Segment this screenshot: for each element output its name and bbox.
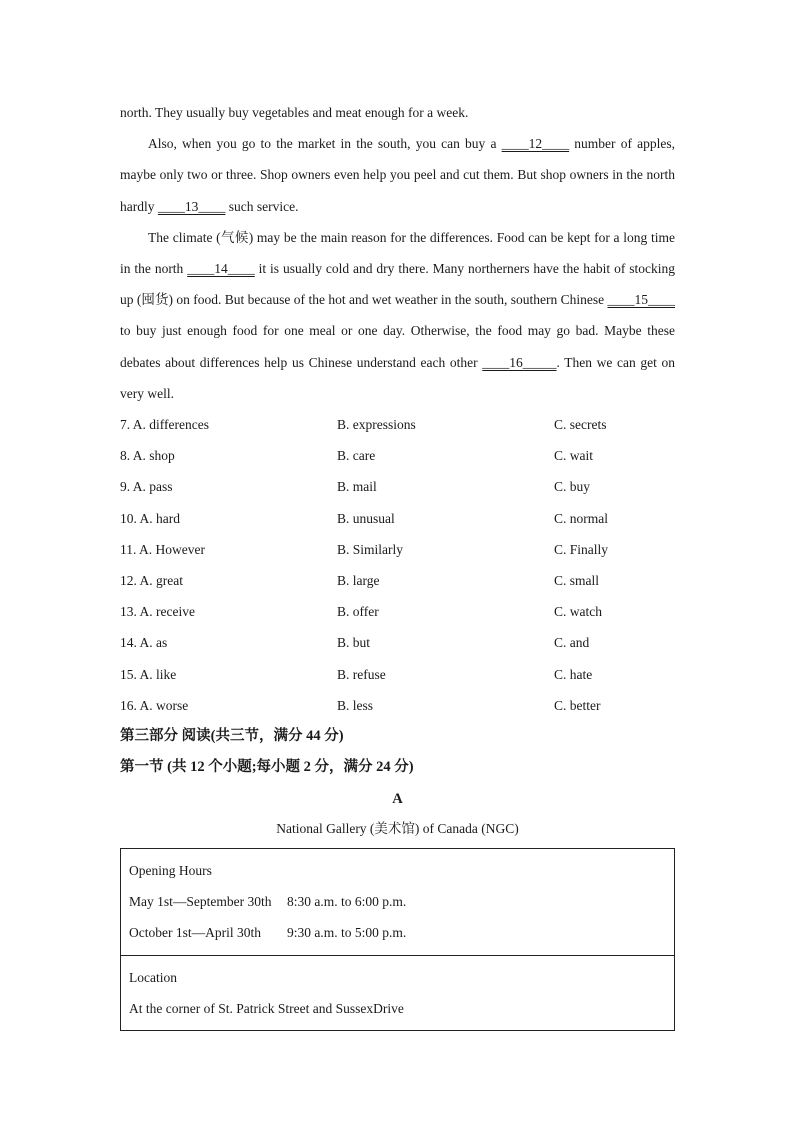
option-a: 8. A. shop: [120, 448, 175, 464]
option-a: 12. A. great: [120, 572, 183, 588]
passage-line-continued: north. They usually buy vegetables and meat enough for a week.: [120, 105, 469, 120]
option-row: [120, 596, 675, 627]
option-a: 10. A. hard: [120, 510, 180, 526]
hours-row: [129, 917, 666, 948]
option-row: [120, 440, 675, 471]
location-label: Location: [129, 969, 177, 985]
option-row: [120, 627, 675, 658]
option-a: 11. A. However: [120, 541, 205, 557]
option-b: B. Similarly: [337, 541, 404, 557]
opening-hours-label: Opening Hours: [129, 862, 212, 878]
location-cell: [121, 955, 674, 1030]
option-row: [120, 534, 675, 565]
option-b: B. care: [337, 448, 376, 464]
option-a: 9. A. pass: [120, 479, 173, 495]
gallery-title: National Gallery (美术馆) of Canada (NGC): [276, 820, 519, 836]
location-text: At the corner of St. Patrick Street and SussexDrive: [129, 1000, 404, 1016]
option-b: B. expressions: [337, 417, 416, 433]
option-a: 13. A. receive: [120, 604, 195, 620]
answer-options: [120, 409, 675, 721]
option-c: C. watch: [554, 604, 602, 620]
option-b: B. less: [337, 697, 374, 713]
option-c: C. wait: [554, 448, 593, 464]
hours-period: October 1st—April 30th: [129, 925, 261, 941]
option-a: 16. A. worse: [120, 697, 189, 713]
para3-text-c: to buy just enough food for one meal or one day. Otherwise, the food may go bad. Maybe these debates about differences help us Chinese understand each other: [120, 323, 675, 370]
option-a: 7. A. differences: [120, 417, 209, 433]
gallery-info-table: [120, 848, 675, 1031]
para2-text-c: such service.: [225, 198, 299, 214]
hours-row: [129, 886, 666, 917]
option-c: C. small: [554, 572, 600, 588]
blank-15: ____15____: [607, 292, 675, 308]
option-b: B. unusual: [337, 510, 395, 526]
option-c: C. better: [554, 697, 601, 713]
passage-paragraph-3: [120, 222, 675, 409]
option-c: C. Finally: [554, 541, 609, 557]
section1-heading: 第一节 (共 12 个小题;每小题 2 分，满分 24 分): [120, 759, 414, 776]
para3-text-d: . Then we can get on very well.: [120, 354, 676, 401]
option-row: [120, 503, 675, 534]
option-row: [120, 690, 675, 721]
option-row: [120, 409, 675, 440]
hours-period: May 1st—September 30th: [129, 894, 272, 910]
para3-text-a: The climate (气候) may be the main reason for the differences. Food can be kept for a long time in the north: [120, 229, 675, 277]
para2-text-b: number of apples, maybe only two or three. Shop owners even help you peel and cut them. But shop owners in the north hardly: [120, 136, 675, 214]
option-c: C. secrets: [554, 417, 607, 433]
opening-hours-cell: [121, 849, 674, 955]
para3-text-b: it is usually cold and dry there. Many northerners have the habit of stocking up (囤货) on food. But because of the hot and wet weather in the south, southern Chinese: [120, 261, 675, 308]
option-a: 14. A. as: [120, 635, 168, 651]
option-b: B. offer: [337, 604, 379, 620]
option-c: C. normal: [554, 510, 608, 526]
hours-time: 8:30 a.m. to 6:00 p.m.: [287, 894, 407, 910]
blank-13: ____13____: [157, 198, 226, 214]
option-row: [120, 471, 675, 502]
blank-16: ____16_____: [482, 354, 557, 370]
passage-letter: A: [392, 790, 403, 807]
option-c: C. and: [554, 635, 590, 651]
hours-time: 9:30 a.m. to 5:00 p.m.: [287, 925, 407, 941]
option-c: C. hate: [554, 666, 593, 682]
option-b: B. mail: [337, 479, 377, 495]
document-page: [120, 97, 675, 1031]
option-b: B. but: [337, 635, 371, 651]
blank-14: ____14____: [187, 261, 255, 277]
option-c: C. buy: [554, 479, 591, 495]
option-a: 15. A. like: [120, 666, 177, 682]
option-b: B. refuse: [337, 666, 386, 682]
option-row: [120, 565, 675, 596]
para2-text-a: Also, when you go to the market in the south, you can buy a: [148, 136, 502, 152]
passage-paragraph-2: [120, 128, 675, 222]
option-b: B. large: [337, 572, 380, 588]
part3-heading: 第三部分 阅读(共三节，满分 44 分): [120, 727, 344, 744]
blank-12: ____12____: [501, 136, 570, 152]
option-row: [120, 659, 675, 690]
